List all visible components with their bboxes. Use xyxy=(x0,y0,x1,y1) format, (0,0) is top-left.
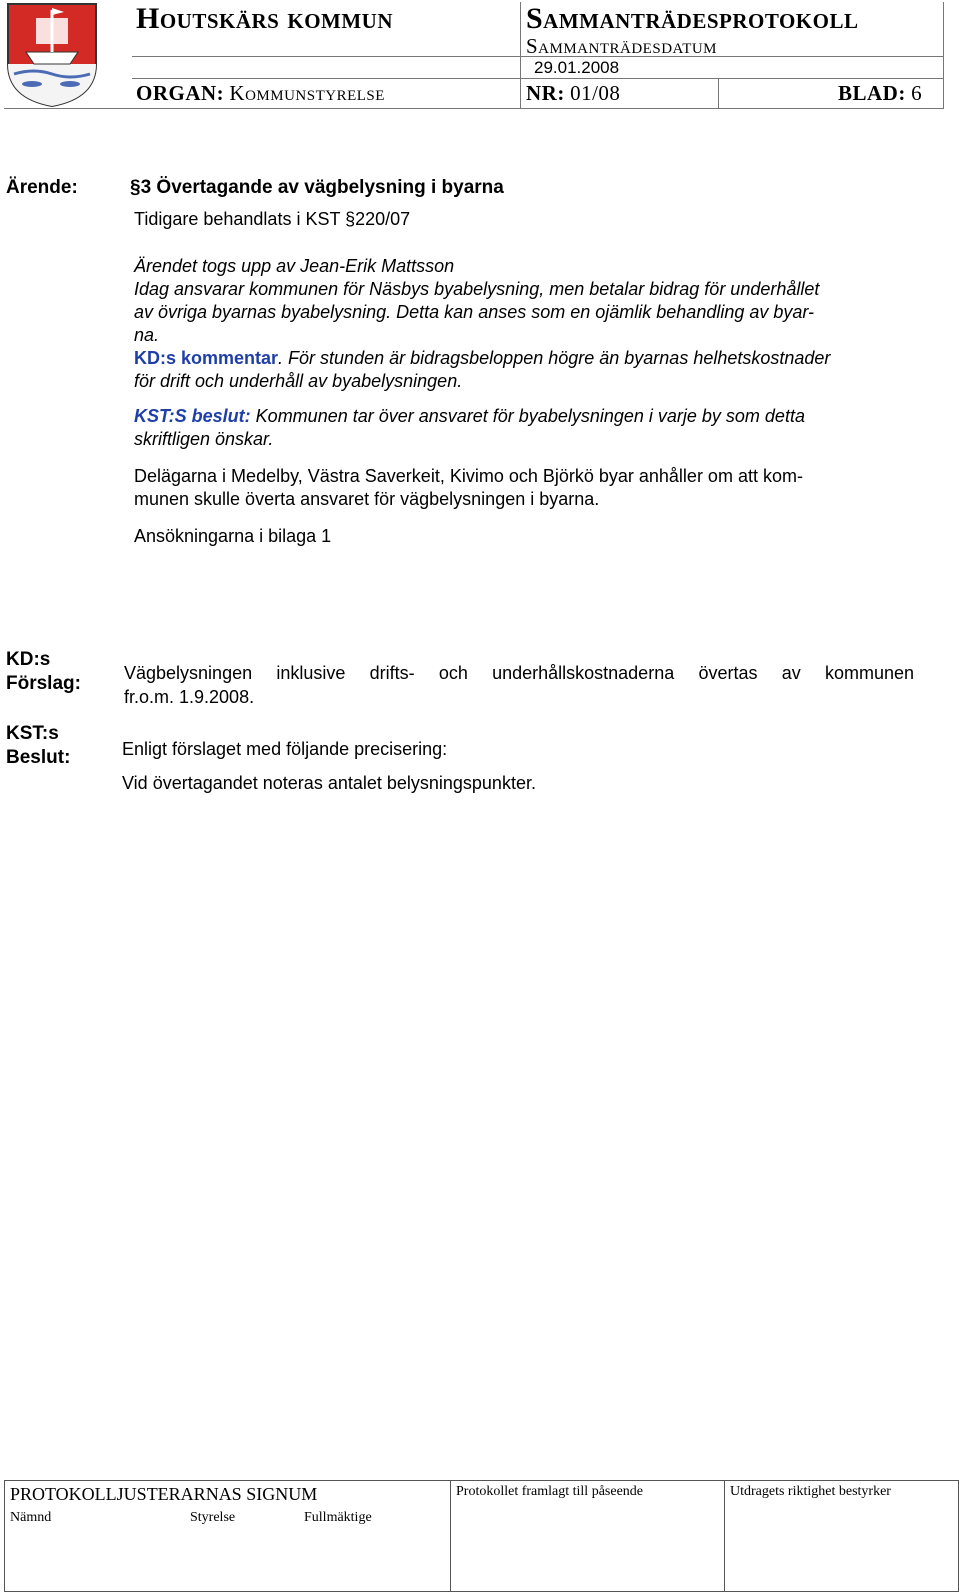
nr-field xyxy=(526,81,620,106)
arende-label: Ärende: xyxy=(6,177,78,198)
namnd-label: Nämnd xyxy=(10,1510,52,1525)
document-header xyxy=(4,2,944,110)
blad-value: 6 xyxy=(911,81,922,105)
organ-label: ORGAN: xyxy=(136,81,225,105)
italic-line-3: av övriga byarnas byabelysning. Detta kan anses som en ojämlik behandling av byar- xyxy=(134,302,815,322)
styrelse-label: Styrelse xyxy=(190,1510,236,1525)
arende-body xyxy=(134,208,924,548)
kd-comment xyxy=(134,347,924,370)
kst-beslut xyxy=(134,405,924,428)
italic-line-2: Idag ansvarar kommunen för Näsbys byabelysning, men betalar bidrag för underhållet xyxy=(134,279,820,299)
kd-comment-text-1: . För stunden är bidragsbeloppen högre än byarnas helhetskostnader xyxy=(278,348,831,368)
blad-field xyxy=(838,81,922,106)
blad-label: BLAD: xyxy=(838,81,906,105)
arende-title: §3 Övertagande av vägbelysning i byarna xyxy=(130,177,504,198)
organ-field xyxy=(136,81,385,106)
utdrag-label: Utdragets riktighet bestyrker xyxy=(730,1484,891,1499)
framlagt-label: Protokollet framlagt till påseende xyxy=(456,1484,644,1499)
meeting-date: 29.01.2008 xyxy=(534,58,620,77)
delagarna-line-2: munen skulle överta ansvaret för vägbelysningen i byarna. xyxy=(134,489,600,509)
nr-label: NR: xyxy=(526,81,565,105)
signature-footer xyxy=(4,1480,959,1592)
delagarna-line-1: Delägarna i Medelby, Västra Saverkeit, Kivimo och Björkö byar anhåller om att kom- xyxy=(134,466,803,486)
document-type: Sammanträdesprotokoll xyxy=(526,2,859,35)
forslag-text: Vägbelysningen inklusive drifts- och underhållskostnaderna övertas av kommunen fr.o.m. 1.9.2008. xyxy=(124,663,914,707)
date-label: Sammanträdesdatum xyxy=(526,34,718,58)
fullmaktige-label: Fullmäktige xyxy=(304,1510,372,1525)
kst-beslut-text-1: Kommunen tar över ansvaret för byabelysningen i varje by som detta xyxy=(250,406,805,426)
ansokningar: Ansökningarna i bilaga 1 xyxy=(134,526,332,546)
nr-value: 01/08 xyxy=(570,81,621,105)
italic-line-4: na. xyxy=(134,325,160,345)
organ-value: Kommunstyrelse xyxy=(229,81,385,105)
municipality-name: Houtskärs kommun xyxy=(136,2,394,35)
italic-line-1: Ärendet togs upp av Jean-Erik Mattsson xyxy=(134,256,455,276)
signum-title: PROTOKOLLJUSTERARNAS SIGNUM xyxy=(10,1484,318,1504)
beslut-text: Enligt förslaget med följande precisering: Vid övertagandet noteras antalet belysningspunkter. xyxy=(122,739,536,793)
forslag-label: KD:s Förslag: xyxy=(6,649,81,694)
kst-beslut-text-2: skriftligen önskar. xyxy=(134,429,274,449)
beslut-label: KST:s Beslut: xyxy=(6,723,71,768)
prior-handling: Tidigare behandlats i KST §220/07 xyxy=(134,209,411,229)
kst-beslut-label: KST:S beslut: xyxy=(134,406,251,426)
kd-comment-label: KD:s kommentar xyxy=(134,348,279,368)
kd-comment-text-2: för drift och underhåll av byabelysningen. xyxy=(134,371,463,391)
coat-of-arms-logo xyxy=(4,2,100,108)
